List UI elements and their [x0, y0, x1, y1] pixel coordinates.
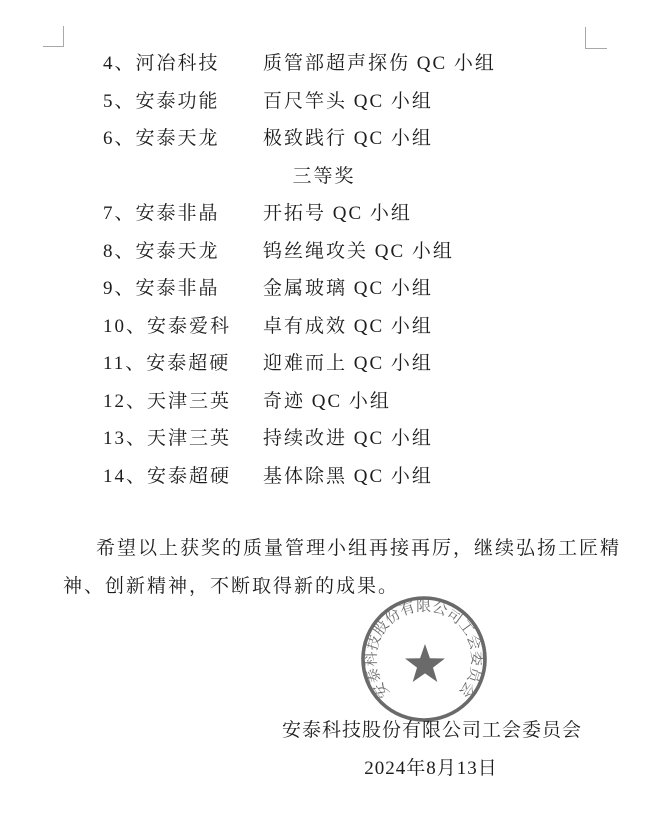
paragraph-line: 希望以上获奖的质量管理小组再接再厉，继续弘扬工匠精 — [96, 538, 622, 559]
seal-ring-text: 安泰科技股份有限公司工会委员会 — [363, 598, 485, 701]
closing-paragraph — [63, 530, 643, 605]
award-number-company — [103, 458, 231, 496]
award-number-company — [103, 83, 220, 121]
award-number: 14、 — [103, 465, 148, 487]
company-union-seal — [356, 591, 492, 727]
award-row — [0, 45, 666, 83]
award-number: 11、 — [103, 353, 147, 374]
award-group-name: 钨丝绳攻关 QC 小组 — [263, 240, 454, 262]
award-number-company — [103, 233, 220, 271]
award-group-name: 百尺竿头 QC 小组 — [263, 90, 433, 112]
paragraph-line: 神、创新精神，不断取得新的成果。 — [63, 575, 400, 597]
third-prize-heading — [63, 158, 585, 196]
award-number-company — [103, 270, 220, 308]
award-row — [0, 270, 666, 308]
award-number-company — [103, 345, 230, 383]
award-company: 安泰超硬 — [146, 353, 231, 374]
award-row — [0, 383, 666, 421]
award-group-name: 金属玻璃 QC 小组 — [263, 278, 433, 299]
award-number-company — [103, 383, 231, 421]
award-number: 8、 — [103, 240, 136, 262]
award-number-company — [103, 45, 220, 83]
award-number: 7、 — [103, 203, 136, 224]
award-group-name: 开拓号 QC 小组 — [263, 203, 412, 224]
award-number: 5、 — [103, 90, 136, 112]
text-boundary-mark-top-left — [43, 26, 64, 47]
award-row — [0, 308, 666, 346]
award-row — [0, 345, 666, 383]
award-number-company — [103, 308, 231, 346]
award-number: 9、 — [103, 278, 136, 299]
award-company: 安泰超硬 — [147, 465, 232, 487]
award-company: 河冶科技 — [135, 53, 220, 74]
award-group-name: 极致践行 QC 小组 — [263, 128, 433, 149]
section-heading-label: 三等奖 — [292, 165, 356, 187]
award-row — [0, 458, 666, 496]
award-number-company — [103, 195, 220, 233]
award-number: 12、 — [103, 390, 148, 412]
award-row — [0, 233, 666, 271]
award-list — [0, 45, 666, 495]
award-row — [0, 83, 666, 121]
award-company: 天津三英 — [147, 390, 232, 412]
seal-star-icon — [405, 644, 445, 682]
award-row — [0, 120, 666, 158]
award-company: 安泰非晶 — [135, 278, 220, 299]
award-company: 安泰爱科 — [147, 315, 232, 337]
award-number: 10、 — [103, 315, 148, 337]
award-group-name: 迎难而上 QC 小组 — [263, 353, 433, 374]
award-company: 天津三英 — [147, 428, 232, 449]
award-company: 安泰天龙 — [135, 128, 220, 149]
award-company: 安泰功能 — [135, 90, 220, 112]
award-number: 13、 — [103, 428, 148, 449]
award-number: 6、 — [103, 128, 136, 149]
award-number-company — [103, 120, 220, 158]
date-line: 2024年8月13日 — [364, 758, 498, 779]
award-group-name: 质管部超声探伤 QC 小组 — [263, 53, 496, 74]
award-company: 安泰天龙 — [135, 240, 220, 262]
award-company: 安泰非晶 — [135, 203, 220, 224]
award-group-name: 基体除黑 QC 小组 — [263, 465, 433, 487]
signature-line: 安泰科技股份有限公司工会委员会 — [281, 720, 582, 741]
award-row — [0, 195, 666, 233]
award-group-name: 卓有成效 QC 小组 — [263, 315, 433, 337]
award-group-name: 持续改进 QC 小组 — [263, 428, 433, 449]
award-number: 4、 — [103, 53, 136, 74]
award-row — [0, 420, 666, 458]
award-group-name: 奇迹 QC 小组 — [263, 390, 391, 412]
award-number-company — [103, 420, 231, 458]
